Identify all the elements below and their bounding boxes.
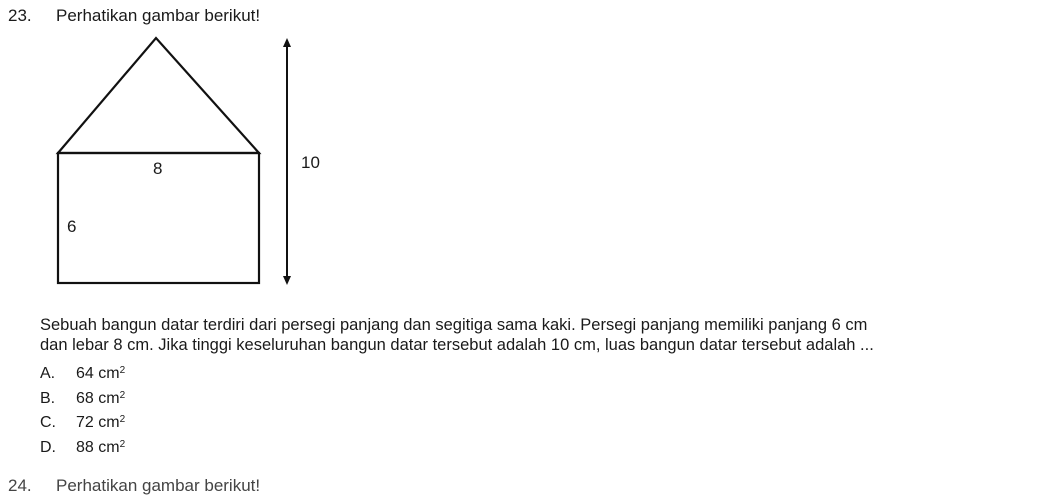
- isosceles-triangle: [58, 38, 259, 153]
- height-label: 6: [67, 217, 77, 236]
- option-letter: B.: [40, 389, 56, 407]
- next-question-number: 24.: [8, 476, 32, 495]
- option-d[interactable]: [40, 434, 125, 459]
- arrow-up-icon: [283, 38, 291, 47]
- next-question-header: [8, 476, 260, 496]
- option-c[interactable]: [40, 409, 125, 434]
- option-exponent: 2: [119, 365, 126, 376]
- next-question-instruction: Perhatikan gambar berikut!: [56, 476, 261, 495]
- option-b[interactable]: [40, 385, 125, 410]
- total-height-label: 10: [301, 153, 320, 172]
- description-line-1: Sebuah bangun datar terdiri dari persegi panjang dan segitiga sama kaki. Persegi panjang memiliki panjang 6 cm: [40, 316, 868, 334]
- question-instruction: Perhatikan gambar berikut!: [56, 6, 261, 25]
- description-line-2: dan lebar 8 cm. Jika tinggi keseluruhan bangun datar tersebut adalah 10 cm, luas bangun datar tersebut adalah ...: [40, 336, 874, 354]
- option-exponent: 2: [119, 389, 126, 401]
- option-value: 72 cm: [76, 414, 120, 431]
- answer-options: [40, 360, 125, 458]
- house-figure: [0, 0, 340, 300]
- question-number: 23.: [8, 6, 32, 25]
- option-exponent: 2: [119, 438, 126, 450]
- option-value: 68 cm: [76, 389, 120, 407]
- option-letter: A.: [40, 365, 56, 382]
- question-description: [40, 315, 1045, 355]
- width-label: 8: [153, 159, 163, 178]
- option-value: 88 cm: [76, 438, 120, 456]
- arrow-down-icon: [283, 276, 291, 285]
- option-exponent: 2: [119, 414, 126, 425]
- option-a[interactable]: [40, 360, 125, 385]
- option-value: 64 cm: [76, 365, 120, 382]
- option-letter: D.: [40, 438, 56, 456]
- option-letter: C.: [40, 414, 56, 431]
